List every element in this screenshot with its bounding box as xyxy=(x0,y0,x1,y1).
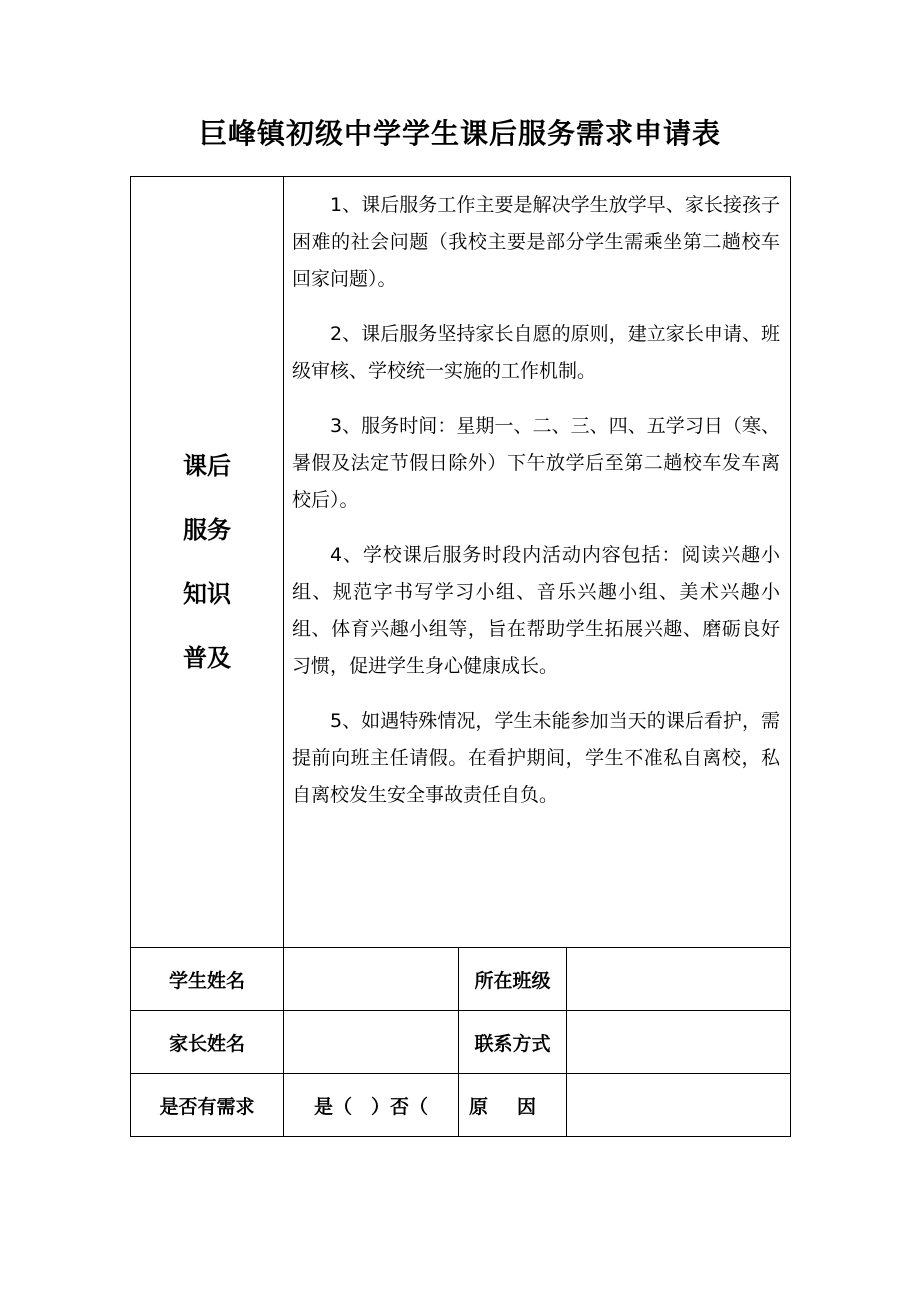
contact-label: 联系方式 xyxy=(459,1011,567,1074)
parent-row xyxy=(131,1011,791,1074)
application-form-table xyxy=(130,176,791,1137)
student-name-field[interactable] xyxy=(284,948,459,1011)
info-paragraph-1: 1、课后服务工作主要是解决学生放学早、家长接孩子困难的社会问题（我校主要是部分学生需乘坐第二趟校车回家问题）。 xyxy=(292,194,781,290)
parent-name-field[interactable] xyxy=(284,1011,459,1074)
reason-label-left: 原 xyxy=(469,1095,489,1118)
section-label-line: 普及 xyxy=(183,644,231,672)
info-paragraph-2: 2、课后服务坚持家长自愿的原则，建立家长申请、班级审核、学校统一实施的工作机制。 xyxy=(292,323,781,382)
section-label-line: 服务 xyxy=(183,516,231,544)
student-name-label: 学生姓名 xyxy=(131,948,284,1011)
student-row xyxy=(131,948,791,1011)
need-row xyxy=(131,1074,791,1137)
info-paragraph-5: 5、如遇特殊情况，学生未能参加当天的课后看护，需提前向班主任请假。在看护期间，学生不准私自离校，私自离校发生安全事故责任自负。 xyxy=(292,710,781,806)
reason-label-right: 因 xyxy=(516,1095,536,1118)
info-paragraph-4: 4、学校课后服务时段内活动内容包括：阅读兴趣小组、规范字书写学习小组、音乐兴趣小组、美术兴趣小组、体育兴趣小组等，旨在帮助学生拓展兴趣、磨砺良好习惯，促进学生身心健康成长。 xyxy=(292,544,781,677)
parent-name-label: 家长姓名 xyxy=(131,1011,284,1074)
info-section-row xyxy=(131,177,791,948)
section-content-cell xyxy=(284,177,791,948)
reason-label-spread xyxy=(459,1092,566,1119)
reason-field[interactable] xyxy=(567,1074,791,1137)
section-label-cell xyxy=(131,177,284,948)
need-choice-field[interactable]: 是（ ）否（ xyxy=(284,1074,459,1137)
contact-field[interactable] xyxy=(567,1011,791,1074)
info-paragraph-3: 3、服务时间：星期一、二、三、四、五学习日（寒、暑假及法定节假日除外）下午放学后至第二趟校车发车离校后）。 xyxy=(292,415,781,511)
need-label: 是否有需求 xyxy=(131,1074,284,1137)
reason-label xyxy=(459,1074,567,1137)
section-label-line: 课后 xyxy=(183,452,231,480)
form-title: 巨峰镇初级中学学生课后服务需求申请表 xyxy=(198,117,721,150)
section-label-line: 知识 xyxy=(183,580,231,608)
class-label: 所在班级 xyxy=(459,948,567,1011)
class-field[interactable] xyxy=(567,948,791,1011)
